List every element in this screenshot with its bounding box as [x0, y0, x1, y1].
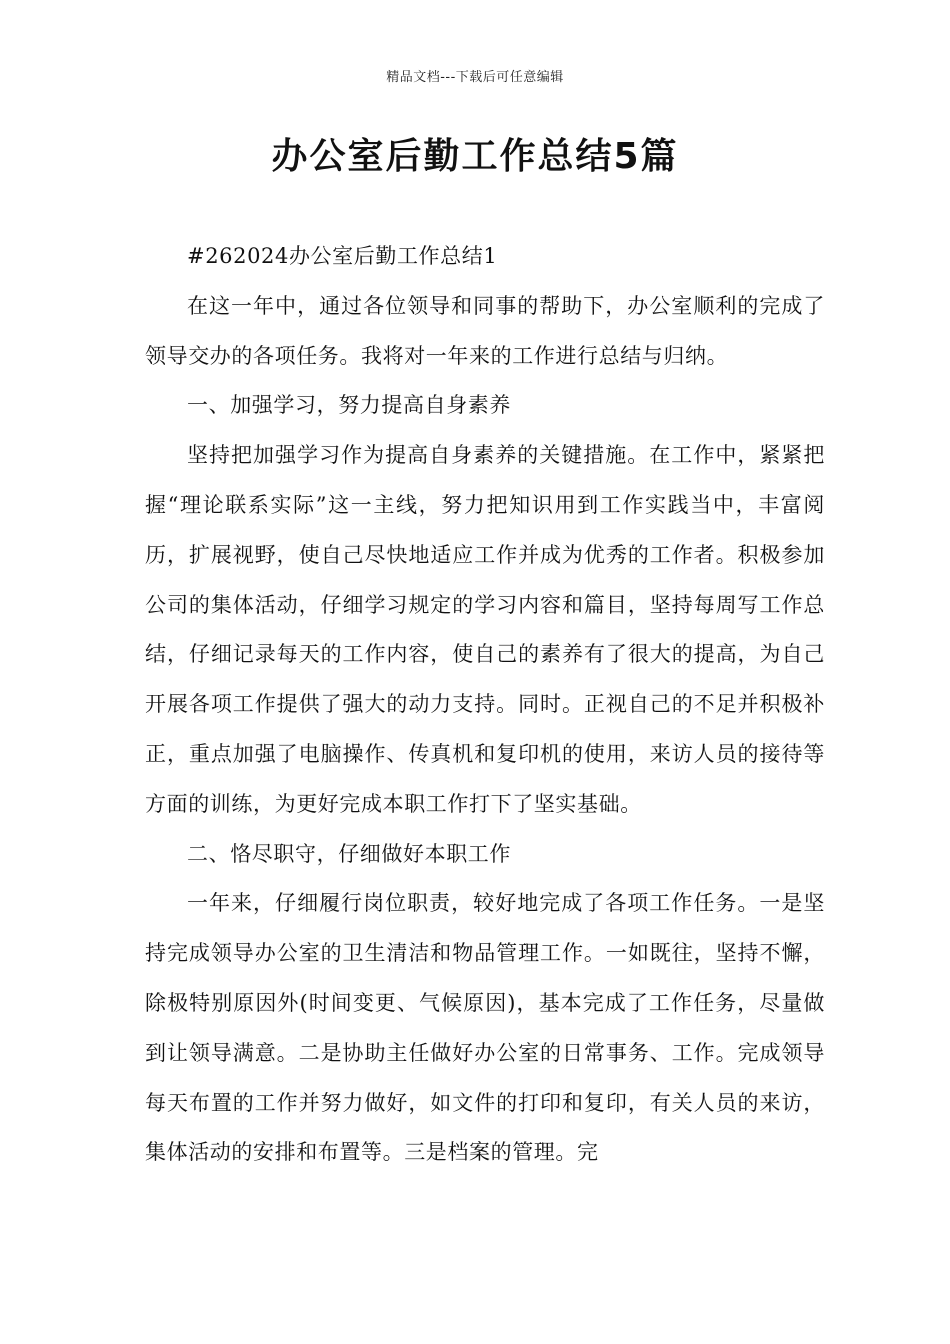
section-heading-2: 二、恪尽职守，仔细做好本职工作 — [187, 841, 511, 866]
paragraph-intro: 在这一年中，通过各位领导和同事的帮助下，办公室顺利的完成了领导交办的各项任务。我将对一年来的工作进行总结与归纳。 — [145, 293, 825, 368]
section-label: #262024办公室后勤工作总结1 — [187, 244, 498, 268]
section-heading-1: 一、加强学习，努力提高自身素养 — [187, 393, 511, 418]
paragraph-study: 坚持把加强学习作为提高自身素养的关键措施。在工作中，紧紧把握“理论联系实际”这一主线，努力把知识用到工作实践当中，丰富阅历，扩展视野，使自己尽快地适应工作并成为优秀的工作者。积极参加公司的集体活动，仔细学习规定的学习内容和篇目，坚持每周写工作总结，仔细记录每天的工作内容，使自己的素养有了很大的提高，为自己开展各项工作提供了强大的动力支持。同时。正视自己的不足并积极补正，重点加强了电脑操作、传真机和复印机的使用，来访人员的接待等方面的训练，为更好完成本职工作打下了坚实基础。 — [145, 443, 825, 816]
header-note: 精品文档---下载后可任意编辑 — [386, 70, 564, 85]
document-body — [145, 232, 825, 1178]
page-title: 办公室后勤工作总结5篇 — [271, 136, 679, 177]
paragraph-duties: 一年来，仔细履行岗位职责，较好地完成了各项工作任务。一是坚持完成领导办公室的卫生清洁和物品管理工作。一如既往，坚持不懈，除极特别原因外(时间变更、气候原因)，基本完成了工作任务，尽量做到让领导满意。二是协助主任做好办公室的日常事务、工作。完成领导每天布置的工作并努力做好，如文件的打印和复印，有关人员的来访，集体活动的安排和布置等。三是档案的管理。完 — [145, 891, 825, 1165]
